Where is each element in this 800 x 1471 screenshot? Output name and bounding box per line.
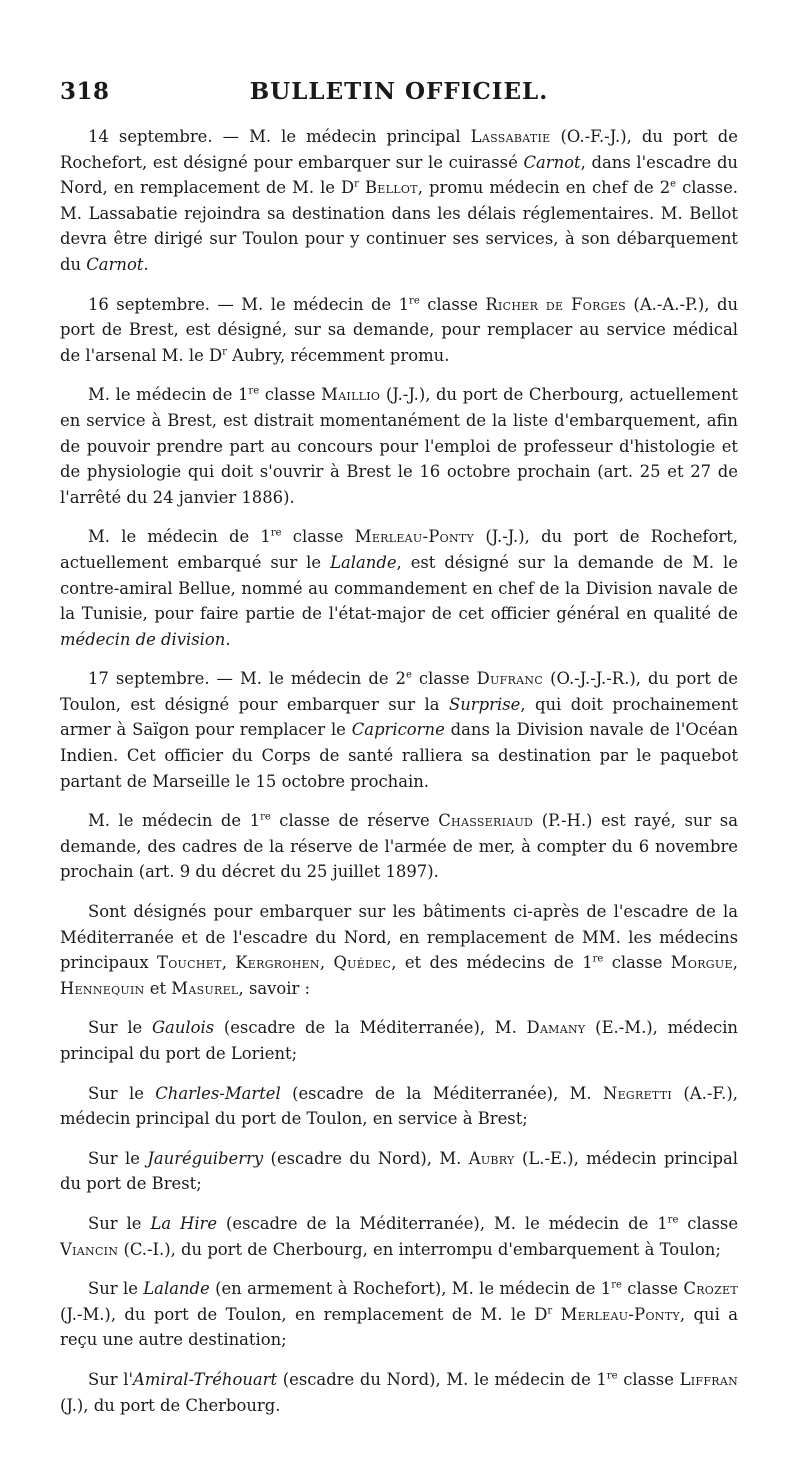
paragraph-lassabatie: 14 septembre. — M. le médecin principal Lassabatie (O.-F.-J.), du port de Rochefort, est désigné pour embarquer sur le cuirassé Carnot, dans l'escadre du Nord, en remplacement de M. le $D^r$ Bellot, promu médecin en chef de 2e classe. M. Lassabatie rejoindra sa destination dans les délais réglementaires. M. Bellot devra être dirigé sur Toulon pour y continuer ses services, à son débarquement du Carnot. [60, 127, 738, 274]
paragraph-dufranc: 17 septembre. — M. le médecin de 2e classe Dufranc (O.-J.-J.-R.), du port de Toulon, est désigné pour embarquer sur la Surprise, qui doit prochainement armer à Saïgon pour remplacer le Capricorne dans la Division navale de l'Océan Indien. Cet officier du Corps de santé ralliera sa destination par le paquebot partant de Marseille le 15 octobre prochain. [60, 669, 739, 791]
paragraph-merleau-ponty: M. le médecin de 1re classe Merleau-Ponty (J.-J.), du port de Rochefort, actuellement embarqué sur le Lalande, est désigné sur la demande de M. le contre-amiral Bellue, nommé au commandement en chef de la Division navale de la Tunisie, pour faire partie de l'état-major de cet officier général en qualité de médecin de division. [60, 527, 738, 649]
running-title: BULLETIN OFFICIEL. [249, 78, 549, 105]
document-body [60, 124, 738, 1432]
page-header [60, 78, 738, 114]
page-number: 318 [60, 78, 110, 105]
paragraph-charles-martel: Sur le Charles-Martel (escadre de la Méditerranée), M. Negretti (A.-F.), médecin principal du port de Toulon, en service à Brest; [60, 1083, 738, 1129]
paragraph-maillio: M. le médecin de 1re classe Maillio (J.-J.), du port de Cherbourg, actuellement en service à Brest, est distrait momentanément de la liste d'embarquement, afin de pouvoir prendre part au concours pour l'emploi de professeur d'histologie et de physiologie qui doit s'ouvrir à Brest le 16 octobre prochain (art. 25 et 27 de l'arrêté du 24 janvier 1886). [60, 385, 738, 507]
paragraph-designations: Sont désignés pour embarquer sur les bâtiments ci-après de l'escadre de la Méditerranée et de l'escadre du Nord, en remplacement de MM. les médecins principaux Touchet, Kergrohen, Quédec, et des médecins de 1re classe Morgue, Hennequin et Masurel, savoir : [60, 902, 738, 998]
paragraph-chasseriaud: M. le médecin de 1re classe de réserve Chasseriaud (P.-H.) est rayé, sur sa demande, des cadres de la réserve de l'armée de mer, à compter du 6 novembre prochain (art. 9 du décret du 25 juillet 1897). [60, 811, 738, 882]
paragraph-la-hire: Sur le La Hire (escadre de la Méditerranée), M. le médecin de 1re classe Viancin (C.-I.), du port de Cherbourg, en interrompu d'embarquement à Toulon; [60, 1213, 739, 1259]
paragraph-gaulois: Sur le Gaulois (escadre de la Méditerranée), M. Damany (E.-M.), médecin principal du port de Lorient; [60, 1018, 738, 1063]
paragraph-jaureguiberry: Sur le Jauréguiberry (escadre du Nord), M. Aubry (L.-E.), médecin principal du port de Brest; [60, 1148, 738, 1194]
paragraph-lalande: Sur le Lalande (en armement à Rochefort), M. le médecin de 1re classe Crozet (J.-M.), du port de Toulon, en remplacement de M. le $D^r$ Merleau-Ponty, qui a reçu une autre destination; [60, 1279, 739, 1350]
paragraph-amiral-trehouart: Sur l'Amiral-Tréhouart (escadre du Nord), M. le médecin de 1re classe Liffran (J.), du port de Cherbourg. [60, 1369, 739, 1415]
paragraph-richer-de-forges: 16 septembre. — M. le médecin de 1re classe Richer de Forges (A.-A.-P.), du port de Brest, est désigné, sur sa demande, pour remplacer au service médical de l'arsenal M. le $D^r$ Aubry, récemment promu. [60, 294, 739, 365]
